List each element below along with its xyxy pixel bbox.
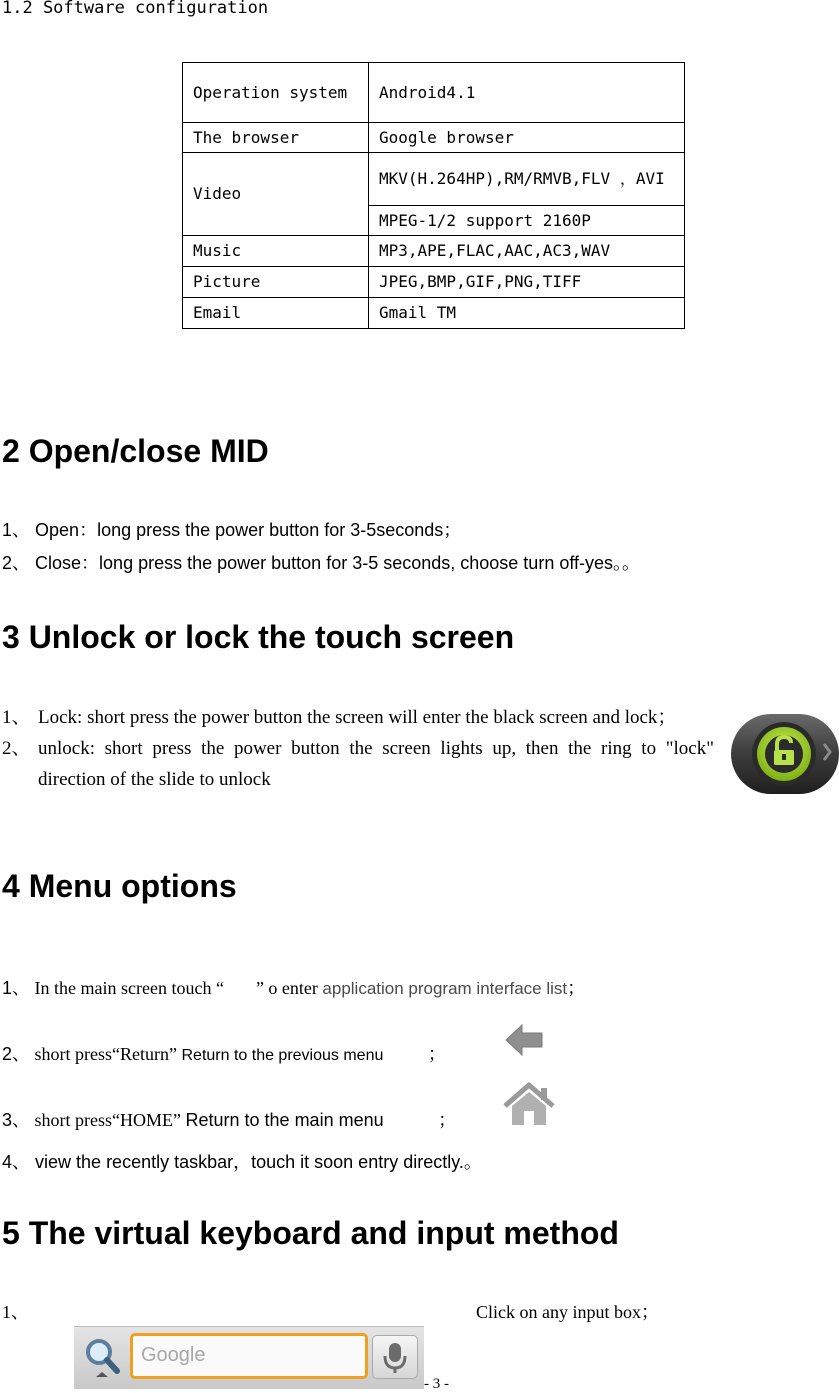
software-config-table [182, 62, 685, 329]
list-number: 1、 [2, 978, 31, 998]
unlock-slider-icon [730, 712, 839, 796]
table-cell-value: MPEG-1/2 support 2160P [369, 206, 685, 236]
table-cell-label: Picture [183, 267, 369, 298]
list-text: In the main screen touch “ [34, 978, 224, 998]
list-item [2, 1148, 482, 1174]
table-row [183, 63, 685, 123]
section-heading-open-close: 2 Open/close MID [2, 433, 269, 469]
table-row [183, 153, 685, 206]
table-row [183, 298, 685, 329]
list-text: view the recently taskbar，touch it soon entry directly.。 [35, 1152, 482, 1172]
list-text: Open：long press the power button for 3-5seconds； [35, 520, 462, 540]
table-cell-label: Music [183, 236, 369, 267]
list-number: 1、 [2, 520, 31, 540]
list-item [2, 549, 640, 575]
list-text: Return to the previous menu [181, 1047, 384, 1064]
table-cell-value: Gmail TM [369, 298, 685, 329]
list-number: 2、 [2, 738, 31, 759]
table-cell-value: MKV(H.264HP),RM/RMVB,FLV ，AVI [369, 153, 685, 206]
table-cell-value: JPEG,BMP,GIF,PNG,TIFF [369, 267, 685, 298]
list-item [2, 1040, 446, 1066]
list-text: application program interface list [322, 979, 568, 998]
section-title-software-configuration: 1.2 Software configuration [2, 0, 269, 18]
list-number: 2、 [2, 553, 31, 573]
list-item [2, 702, 714, 733]
list-item [2, 1106, 456, 1132]
table-cell-label: Video [183, 153, 369, 236]
section-3-list [2, 702, 714, 795]
table-cell-label: Email [183, 298, 369, 329]
section-heading-menu-options: 4 Menu options [2, 868, 237, 904]
list-text: Click on any input box； [476, 1302, 659, 1322]
list-number: 3、 [2, 1110, 31, 1130]
list-number: 2、 [2, 1044, 31, 1064]
table-row [183, 267, 685, 298]
section-heading-unlock-lock: 3 Unlock or lock the touch screen [2, 619, 515, 655]
table-cell-label: Operation system [183, 63, 369, 123]
table-cell-value: MP3,APE,FLAC,AAC,AC3,WAV [369, 236, 685, 267]
list-text: ； [567, 978, 586, 998]
search-icon[interactable] [82, 1335, 122, 1381]
google-search-bar [74, 1326, 424, 1389]
list-text: Lock: short press the power button the screen will enter the black screen and lock； [38, 707, 677, 728]
list-text: ； [427, 1044, 446, 1064]
table-cell-value: Android4.1 [369, 63, 685, 123]
section-heading-virtual-keyboard: 5 The virtual keyboard and input method [2, 1215, 619, 1251]
voice-search-button[interactable] [372, 1335, 418, 1379]
list-text: unlock: short press the power button the screen lights up, then the ring to "lock" direction of the slide to unlock [38, 738, 714, 790]
table-row [183, 123, 685, 153]
back-arrow-icon [504, 1020, 544, 1060]
table-row [183, 236, 685, 267]
list-text: ； [438, 1110, 457, 1130]
list-text: short press“Return” [34, 1044, 177, 1064]
table-cell-value: Google browser [369, 123, 685, 153]
list-text: Close：long press the power button for 3-5 seconds, choose turn off-yes。。 [35, 553, 641, 573]
home-icon [502, 1082, 556, 1128]
list-text: Return to the main menu [185, 1110, 384, 1130]
list-item [2, 516, 461, 542]
list-text: ” o enter [255, 978, 323, 998]
list-number: 1、 [2, 707, 31, 728]
list-item [2, 733, 714, 795]
list-text: short press“HOME” [34, 1110, 181, 1130]
search-input[interactable] [130, 1333, 368, 1379]
page-number: - 3 - [424, 1376, 449, 1392]
microphone-icon [373, 1336, 417, 1378]
table-cell-label: The browser [183, 123, 369, 153]
search-input-placeholder: Google [141, 1344, 206, 1366]
list-number: 4、 [2, 1152, 31, 1172]
list-number: 1、 [2, 1302, 29, 1322]
list-item [2, 974, 585, 1000]
